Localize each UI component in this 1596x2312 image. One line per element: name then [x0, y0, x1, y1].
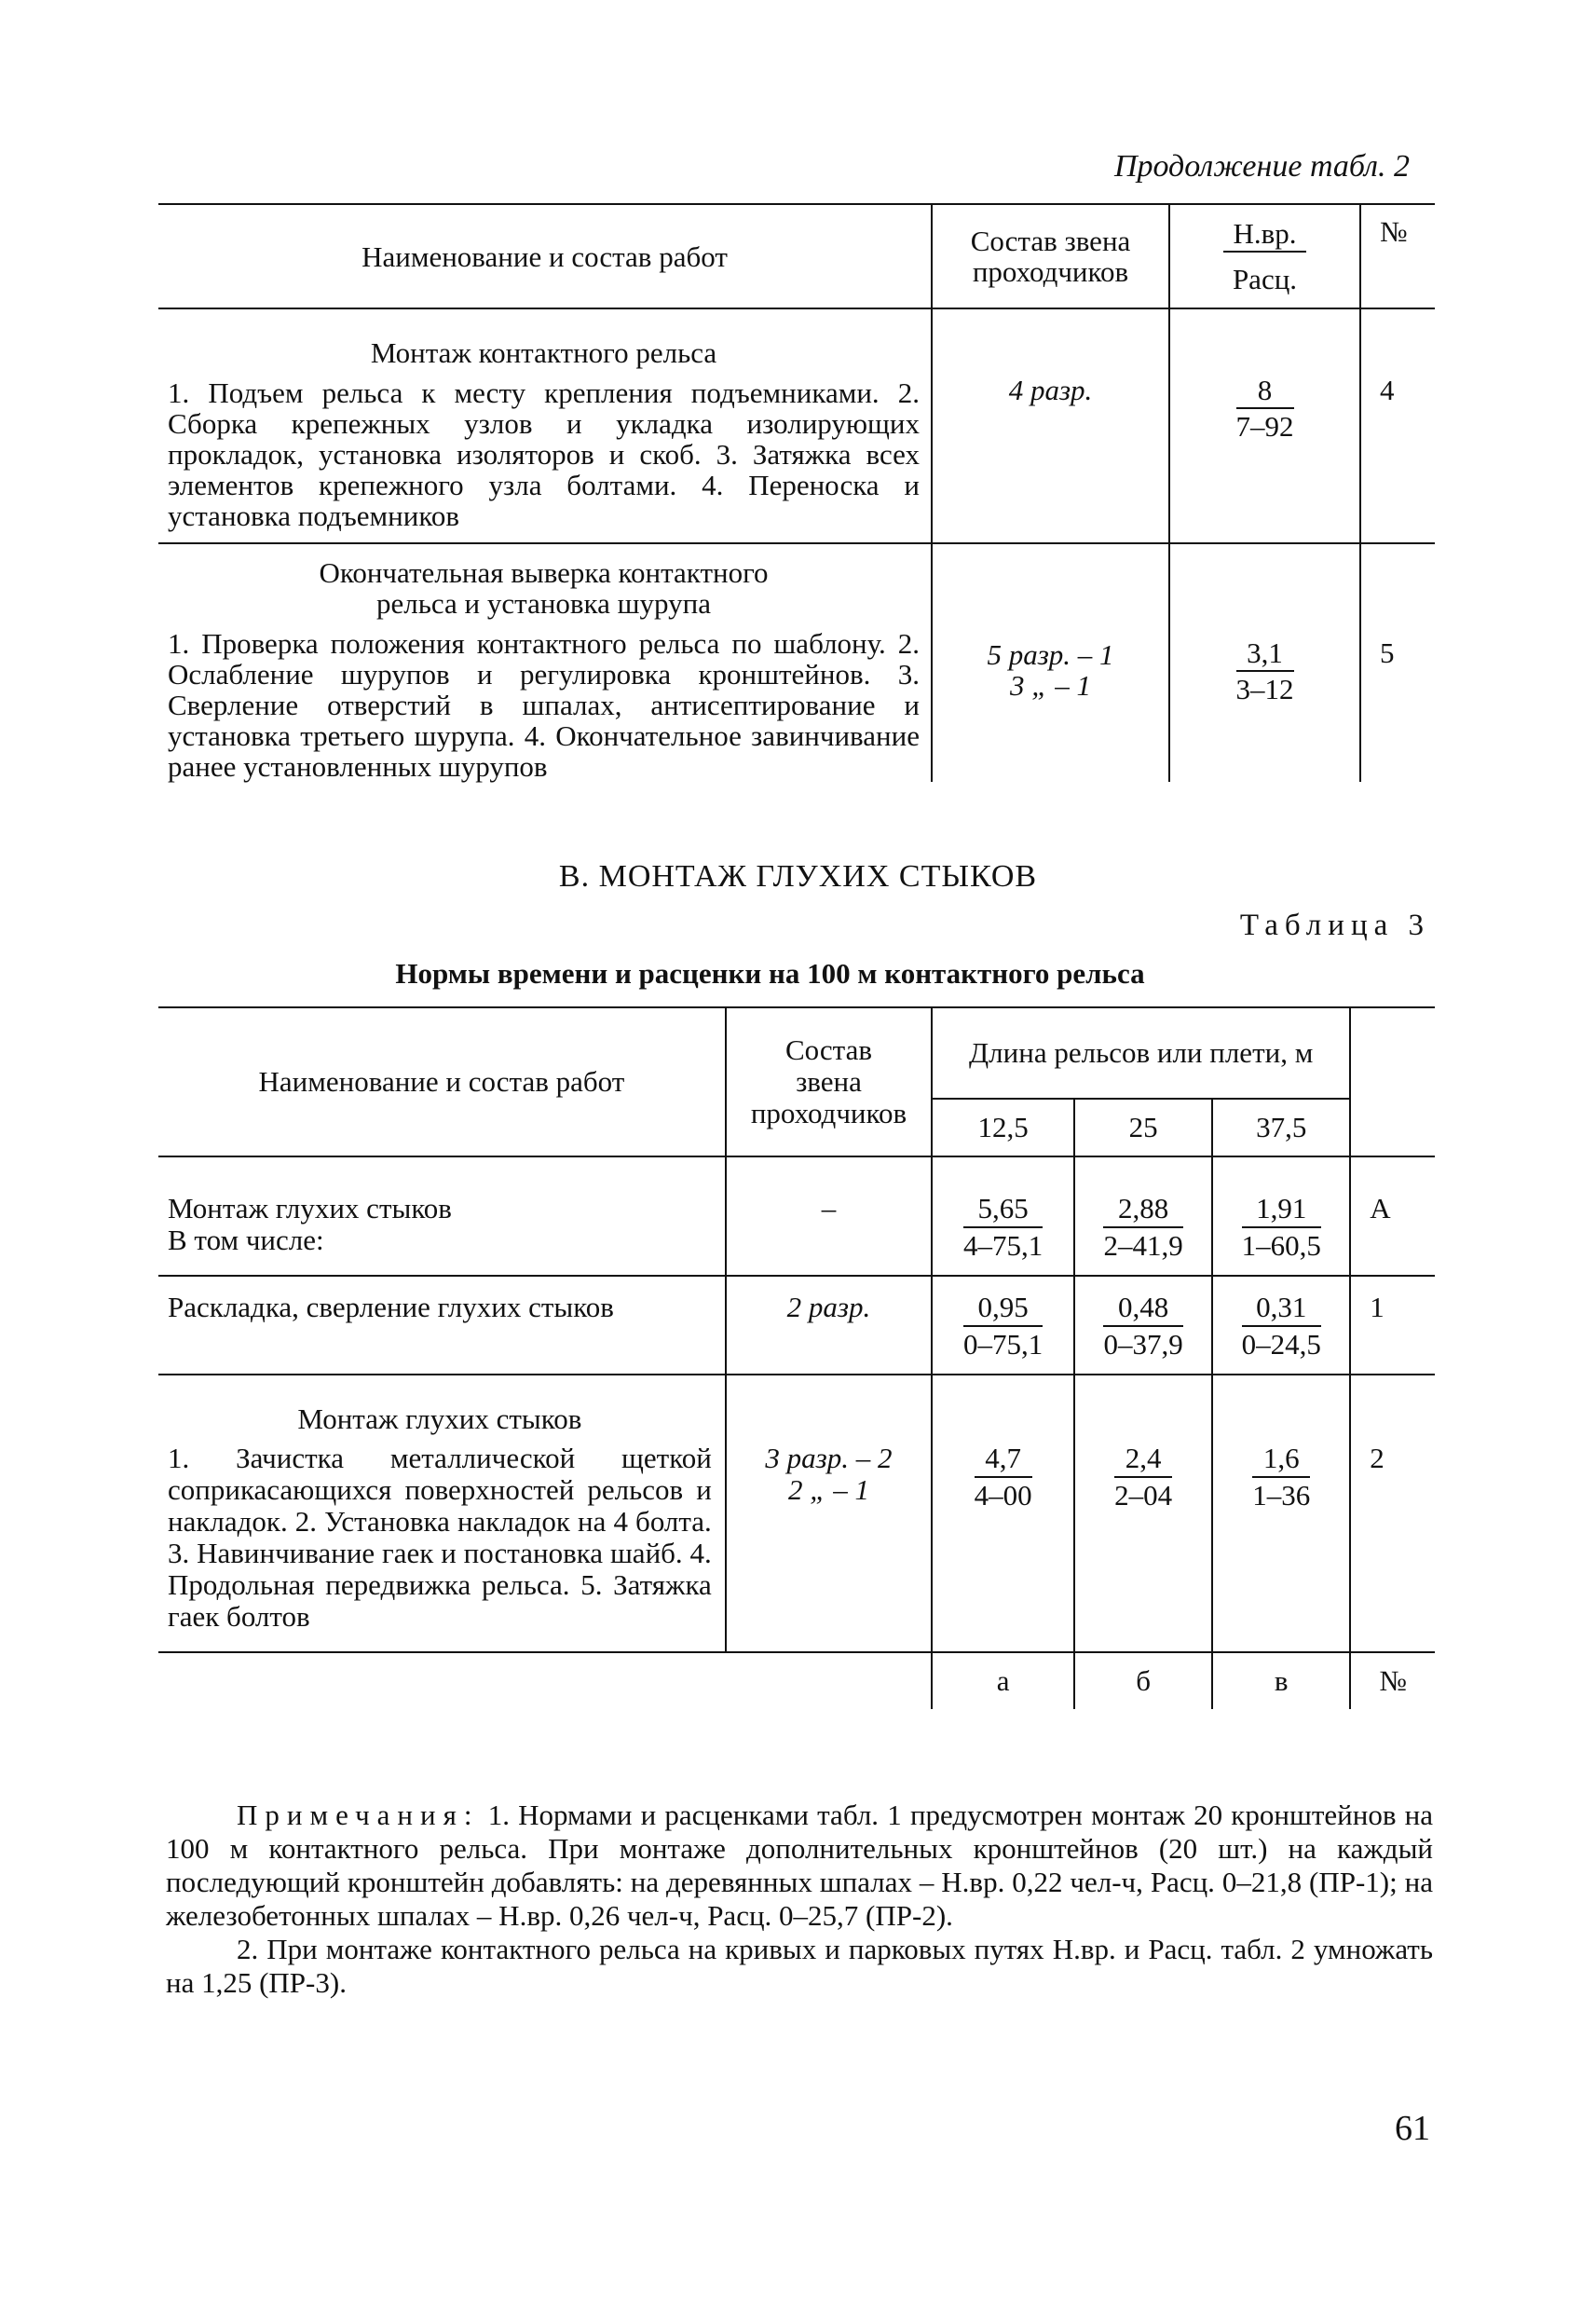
crew-line: 4 разр.: [1008, 374, 1093, 406]
crew-line: 5 разр. – 1: [987, 638, 1114, 671]
table-row: [158, 1156, 1435, 1276]
length-header: 25: [1074, 1099, 1212, 1156]
row-description: Раскладка, сверление глухих стыков: [158, 1276, 726, 1375]
crew-line: 3 „ – 1: [1010, 669, 1091, 702]
value-cell: [932, 1375, 1074, 1652]
rate-value: 1–60,5: [1241, 1229, 1321, 1262]
value-cell: [1212, 1375, 1350, 1652]
row-crew: [932, 543, 1169, 782]
rate-value: 2–04: [1114, 1479, 1173, 1512]
value-cell: [932, 1156, 1074, 1276]
col-header-name: Наименование и состав работ: [158, 204, 932, 308]
table-header-row: [158, 1007, 1435, 1099]
norm-value: 5,65: [963, 1193, 1043, 1228]
table-3: [158, 1006, 1435, 1709]
row-num: 2: [1350, 1375, 1435, 1652]
col-header-crew: Состав звена проходчиков: [726, 1007, 932, 1156]
value-cell: [932, 1276, 1074, 1375]
value-cell: [1212, 1156, 1350, 1276]
row-title: Монтаж глухих стыков: [297, 1402, 582, 1435]
crew-line: 3 разр. – 2: [765, 1442, 893, 1474]
row-text: 1. Подъем рельса к месту крепления подъемниками. 2. Сборка крепежных узлов и укладка изолирующих прокладок, установка изоляторов и скоб. 3. Затяжка всех элементов крепежного узла болтами. 4. Переноска и установка подъемников: [168, 376, 920, 532]
rate-value: 0–75,1: [962, 1328, 1044, 1361]
row-crew: –: [726, 1156, 932, 1276]
norm-header-bottom: Расц.: [1232, 263, 1298, 295]
footer-empty: [158, 1652, 726, 1709]
row-num: 5: [1360, 543, 1435, 782]
rate-value: 0–24,5: [1241, 1328, 1321, 1361]
rate-value: 7–92: [1235, 410, 1294, 443]
note-2: 2. При монтаже контактного рельса на кривых и парковых путях Н.вр. и Расц. табл. 2 умножать на 1,25 (ПР-3).: [166, 1933, 1433, 1999]
row-num: 1: [1350, 1276, 1435, 1375]
row-crew: [932, 308, 1169, 543]
row-text: Монтаж глухих стыков: [168, 1192, 452, 1224]
norm-value: 2,88: [1103, 1193, 1182, 1228]
table-row: [158, 1276, 1435, 1375]
row-title: Монтаж контактного рельса: [370, 336, 717, 369]
footer-empty: [726, 1652, 932, 1709]
norm-header-top: Н.вр.: [1223, 218, 1305, 253]
rate-value: 4–75,1: [962, 1229, 1044, 1262]
table-row: [158, 308, 1435, 543]
length-header: 12,5: [932, 1099, 1074, 1156]
row-crew: [726, 1375, 932, 1652]
row-title: Окончательная выверка контактного рельса и установка шурупа: [319, 556, 769, 620]
table-label: Таблица 3: [1239, 909, 1430, 942]
notes: [166, 1799, 1433, 2000]
footer-col-label: №: [1350, 1652, 1435, 1709]
value-cell: [1074, 1156, 1212, 1276]
rate-value: 3–12: [1235, 673, 1294, 705]
row-norm: [1169, 543, 1360, 782]
col-header-crew: Состав звена проходчиков: [932, 204, 1169, 308]
row-text: 1. Зачистка металлической щеткой соприкасающихся поверхностей рельсов и накладок. 2. Установка накладок на 4 болта. 3. Навинчивание гаек и постановка шайб. 4. Продольная передвижка рельса. 5. Затяжка гаек болтов: [168, 1442, 712, 1633]
row-num: 4: [1360, 308, 1435, 543]
crew-line: 2 „ – 1: [787, 1473, 869, 1506]
row-num: А: [1350, 1156, 1435, 1276]
note-1: [166, 1799, 1433, 1933]
row-text: В том числе:: [168, 1224, 324, 1256]
norm-value: 1,6: [1252, 1443, 1310, 1478]
col-header-num: [1350, 1007, 1435, 1156]
col-header-name: Наименование и состав работ: [158, 1007, 726, 1156]
rate-value: 1–36: [1252, 1479, 1311, 1512]
note-1-text: 1. Нормами и расценками табл. 1 предусмотрен монтаж 20 кронштейнов на 100 м контактного рельса. При монтаже дополнительных кронштейнов (20 шт.) на каждый последующий кронштейн добавлять: на деревянных шпалах – Н.вр. 0,22 чел-ч, Расц. 0–21,8 (ПР-1); на железобетонных шпалах – Н.вр. 0,26 чел-ч, Расц. 0–25,7 (ПР-2).: [166, 1799, 1434, 1932]
footer-col-label: б: [1074, 1652, 1212, 1709]
row-text: 1. Проверка положения контактного рельса по шаблону. 2. Ослабление шурупов и регулировка кронштейнов. 3. Сверление отверстий в шпалах, антисептирование и установка третьего шурупа. 4. Окончательное завинчивание ранее установленных шурупов: [168, 627, 920, 783]
row-description: [158, 1375, 726, 1652]
length-header: 37,5: [1212, 1099, 1350, 1156]
rate-value: 4–00: [974, 1479, 1032, 1512]
norm-value: 0,31: [1242, 1292, 1321, 1327]
norm-value: 3,1: [1236, 637, 1294, 672]
row-description: [158, 308, 932, 543]
col-header-norm: [1169, 204, 1360, 308]
table-row: [158, 1375, 1435, 1652]
norm-value: 4,7: [975, 1443, 1032, 1478]
rate-value: 2–41,9: [1103, 1229, 1183, 1262]
value-cell: [1074, 1375, 1212, 1652]
row-description: [158, 1156, 726, 1276]
row-description: [158, 543, 932, 782]
rate-value: 0–37,9: [1103, 1328, 1183, 1361]
norm-value: 0,95: [963, 1292, 1043, 1327]
table-footer-row: [158, 1652, 1435, 1709]
notes-label: Примечания:: [237, 1799, 480, 1831]
section-title: В. МОНТАЖ ГЛУХИХ СТЫКОВ: [558, 859, 1038, 894]
norm-value: 2,4: [1114, 1443, 1172, 1478]
norm-value: 1,91: [1242, 1193, 1321, 1228]
value-cell: [1074, 1276, 1212, 1375]
table-row: [158, 543, 1435, 782]
value-cell: [1212, 1276, 1350, 1375]
row-norm: [1169, 308, 1360, 543]
col-header-length: Длина рельсов или плети, м: [932, 1007, 1350, 1099]
page-number: 61: [1395, 2109, 1430, 2148]
norm-value: 8: [1236, 375, 1294, 409]
norm-value: 0,48: [1103, 1292, 1182, 1327]
table-2-continuation: [158, 203, 1435, 782]
col-header-num: №: [1360, 204, 1435, 308]
continuation-header: Продолжение табл. 2: [1113, 149, 1410, 184]
table-caption: Нормы времени и расценки на 100 м контактного рельса: [395, 957, 1145, 990]
footer-col-label: в: [1212, 1652, 1350, 1709]
table-header-row: [158, 204, 1435, 308]
footer-col-label: а: [932, 1652, 1074, 1709]
row-crew: 2 разр.: [726, 1276, 932, 1375]
